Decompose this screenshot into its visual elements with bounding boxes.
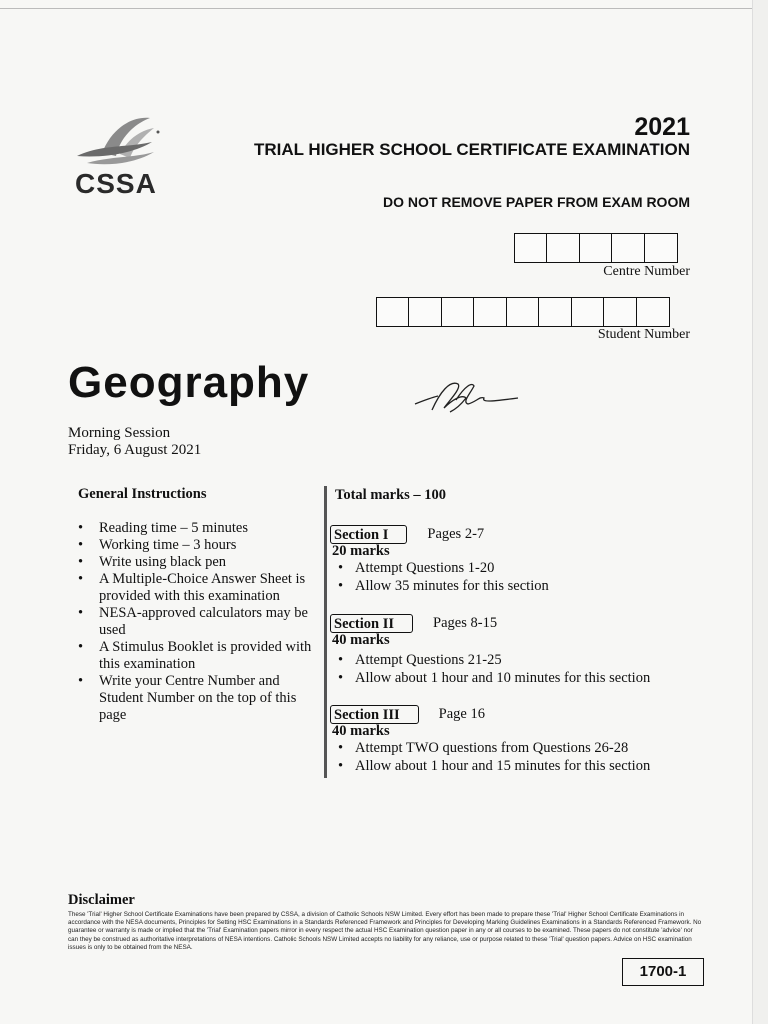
subject-title: Geography — [68, 358, 310, 407]
column-divider — [324, 486, 327, 778]
session-date: Friday, 6 August 2021 — [68, 442, 202, 458]
page-right-edge — [752, 0, 768, 1024]
section-item: • Allow 35 minutes for this section — [330, 577, 690, 595]
student-number-digit-box[interactable] — [603, 297, 637, 327]
section-item: • Attempt TWO questions from Questions 26-28 — [330, 739, 690, 757]
section-pages: Pages 8-15 — [433, 615, 498, 631]
exam-title: TRIAL HIGHER SCHOOL CERTIFICATE EXAMINATION — [253, 140, 690, 159]
section-2 — [330, 614, 690, 687]
student-number-label: Student Number — [597, 327, 690, 342]
general-instructions-heading: General Instructions — [78, 486, 207, 502]
student-number-digit-box[interactable] — [636, 297, 670, 327]
disclaimer-heading: Disclaimer — [68, 892, 135, 908]
disclaimer-text: These 'Trial' Higher School Certificate Examinations have been prepared by CSSA, a division of Catholic Schools NSW Limited. Every effort has been made to prepare these 'Trial' Higher School Certificate Examinations in accordance with the NESA documents, Principles for Setting HSC Examinations in a Standards Referenced Framework and Principles for Developing Marking Guidelines Examinations in a Standards Referenced Framework. No guarantee or warranty is made or implied that the 'Trial' Examination papers mirror in every respect the actual HSC Examination question paper in any or all courses to be examined. These papers do not constitute 'advice' nor can they be construed as authoritative interpretations of NESA intentions. Catholic Schools NSW Limited accepts no liability for any reliance, use or purpose related to these 'Trial' question papers. Advice on HSC examination issues is only to be obtained from the NESA. — [68, 911, 702, 951]
section-pages: Pages 2-7 — [427, 526, 485, 542]
section-item: • Attempt Questions 21-25 — [330, 651, 690, 669]
student-number-digit-box[interactable] — [571, 297, 605, 327]
centre-number-digit-box[interactable] — [579, 233, 613, 263]
instruction-item: • Reading time – 5 minutes — [78, 520, 323, 537]
section-marks: 40 marks — [332, 632, 390, 648]
session-info — [68, 425, 201, 459]
section-label: Section I — [330, 525, 407, 544]
instruction-item: • Write using black pen — [78, 554, 323, 571]
student-number-digit-box[interactable] — [441, 297, 475, 327]
session-time: Morning Session — [68, 425, 171, 441]
section-label: Section II — [330, 614, 413, 633]
logo-text: CSSA — [75, 168, 157, 199]
instruction-item: • Working time – 3 hours — [78, 537, 323, 554]
section-item: • Allow about 1 hour and 15 minutes for this section — [330, 757, 690, 775]
section-pages: Page 16 — [438, 706, 485, 722]
section-marks: 20 marks — [332, 543, 390, 559]
exam-room-notice: DO NOT REMOVE PAPER FROM EXAM ROOM — [383, 194, 690, 210]
instruction-item: • A Multiple-Choice Answer Sheet is provided with this examination — [78, 571, 323, 605]
student-number-boxes[interactable] — [377, 297, 670, 327]
centre-number-boxes[interactable] — [515, 233, 678, 263]
handwritten-signature — [410, 372, 520, 422]
student-number-digit-box[interactable] — [506, 297, 540, 327]
centre-number-digit-box[interactable] — [514, 233, 548, 263]
student-number-digit-box[interactable] — [408, 297, 442, 327]
paper-code: 1700-1 — [622, 958, 704, 986]
page-top-edge — [0, 0, 768, 9]
section-item: • Attempt Questions 1-20 — [330, 559, 690, 577]
general-instructions-list — [78, 520, 323, 724]
section-item: • Allow about 1 hour and 10 minutes for this section — [330, 669, 690, 687]
centre-number-digit-box[interactable] — [611, 233, 645, 263]
section-1 — [330, 525, 690, 595]
section-3 — [330, 705, 690, 775]
centre-number-digit-box[interactable] — [644, 233, 678, 263]
student-number-digit-box[interactable] — [538, 297, 572, 327]
section-label: Section III — [330, 705, 419, 724]
student-number-digit-box[interactable] — [376, 297, 410, 327]
instruction-item: • NESA-approved calculators may be used — [78, 605, 323, 639]
instruction-item: • A Stimulus Booklet is provided with this examination — [78, 639, 323, 673]
centre-number-label: Centre Number — [603, 264, 690, 279]
total-marks: Total marks – 100 — [335, 487, 447, 503]
section-marks: 40 marks — [332, 723, 390, 739]
centre-number-digit-box[interactable] — [546, 233, 580, 263]
instruction-item: • Write your Centre Number and Student Number on the top of this page — [78, 673, 323, 724]
exam-year: 2021 — [634, 113, 690, 141]
student-number-digit-box[interactable] — [473, 297, 507, 327]
